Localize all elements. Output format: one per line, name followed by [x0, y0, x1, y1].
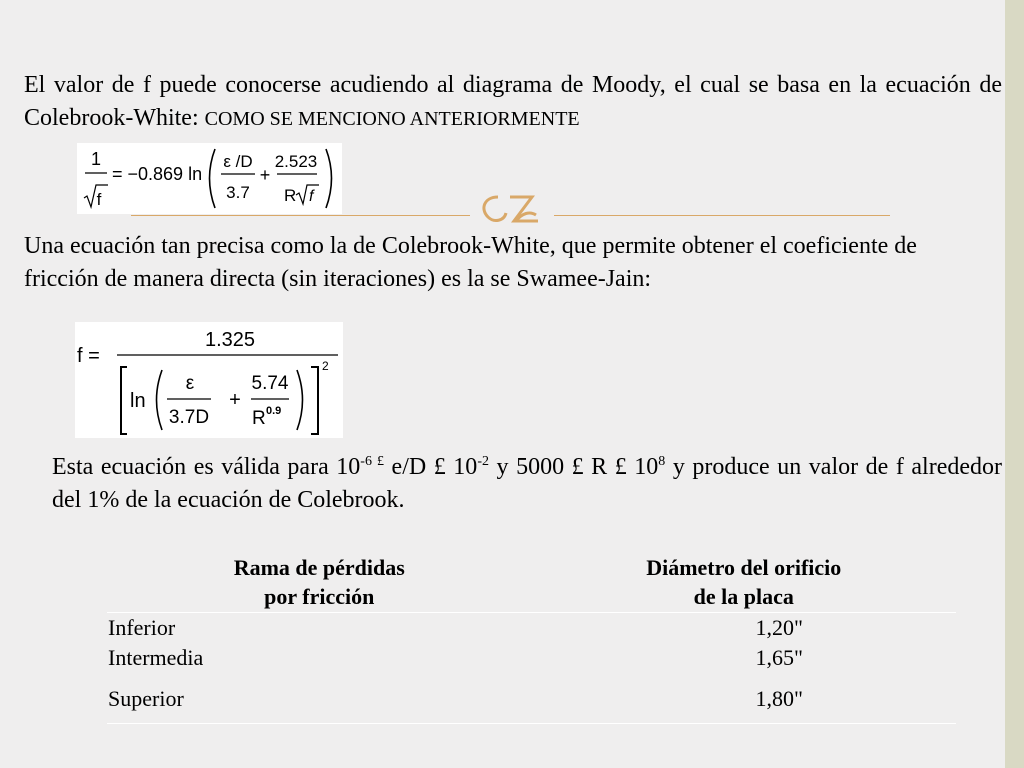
table-row	[107, 613, 956, 644]
f1-lhs-num: 1	[90, 149, 102, 169]
paragraph-colebrook-text: El valor de f puede conocerse acudiendo al diagrama de Moody, el cual se basa en la ecuación de Colebrook-White:	[24, 72, 1002, 131]
f2-ln: ln	[130, 390, 146, 412]
swamee-jain-equation	[75, 322, 343, 438]
side-accent-bar	[1005, 0, 1024, 768]
f2-lhs: f =	[77, 345, 100, 367]
f1-term2-num: 2.523	[274, 152, 318, 171]
f2-epsilon: ε	[185, 373, 195, 394]
table-row	[107, 673, 956, 724]
cell-diametro: 1,20"	[755, 615, 803, 640]
paragraph-colebrook-intro	[24, 69, 1002, 136]
f1-term1-num: ε /D	[223, 152, 253, 171]
decorative-swirl-icon	[470, 189, 554, 229]
header-diametro-line1: Diámetro del orificio	[646, 555, 842, 580]
f2-power: 2	[322, 359, 329, 373]
cell-rama: Superior	[108, 686, 184, 711]
f2-numerator: 1.325	[204, 329, 256, 351]
table-row	[107, 643, 956, 673]
f1-plus: +	[259, 165, 271, 185]
header-rama	[107, 553, 532, 613]
header-rama-line2: por fricción	[264, 584, 375, 609]
header-diametro-line2: de la placa	[693, 584, 794, 609]
validity-text-2: e/D £ 10	[384, 454, 478, 480]
validity-sup-1: -6 £	[360, 454, 384, 469]
paragraph-swamee-jain: Una ecuación tan precisa como la de Colebrook-White, que permite obtener el coeficiente de fricción de manera directa (sin iteraciones) es la se Swamee-Jain:	[24, 233, 917, 292]
cell-rama: Inferior	[108, 615, 176, 640]
f2-num2: 5.74	[251, 373, 289, 394]
validity-text-4: y produce un valor de f alrededor del 1% de la ecuación de Colebrook.	[52, 454, 1003, 513]
paragraph-validity	[52, 451, 1002, 517]
f1-lhs-den: f	[96, 190, 102, 209]
f2-den1: 3.7D	[168, 407, 210, 428]
cell-diametro: 1,65"	[755, 645, 803, 670]
validity-sup-3: 8	[658, 454, 666, 469]
header-rama-line1: Rama de pérdidas	[233, 555, 405, 580]
f2-r-exponent: 0.9	[266, 405, 282, 417]
f1-coef: = −0.869 ln	[112, 164, 203, 184]
cell-rama: Intermedia	[108, 645, 204, 670]
header-diametro	[532, 553, 957, 613]
table-header-row	[107, 553, 956, 613]
f1-term1-den: 3.7	[226, 183, 250, 202]
f2-r: R	[252, 408, 266, 429]
validity-sup-2: -2	[477, 454, 489, 469]
colebrook-white-equation	[77, 143, 342, 214]
cell-diametro: 1,80"	[755, 686, 803, 711]
validity-text-1: Esta ecuación es válida para 10	[52, 454, 361, 480]
orifice-table	[107, 553, 956, 724]
svg-text:f: f	[309, 188, 314, 205]
f2-plus: +	[229, 389, 241, 411]
f1-term2-den: R	[284, 186, 297, 205]
validity-text-3: y 5000 £ R £ 10	[488, 454, 659, 480]
caps-note: COMO SE MENCIONO ANTERIORMENTE	[204, 108, 580, 130]
